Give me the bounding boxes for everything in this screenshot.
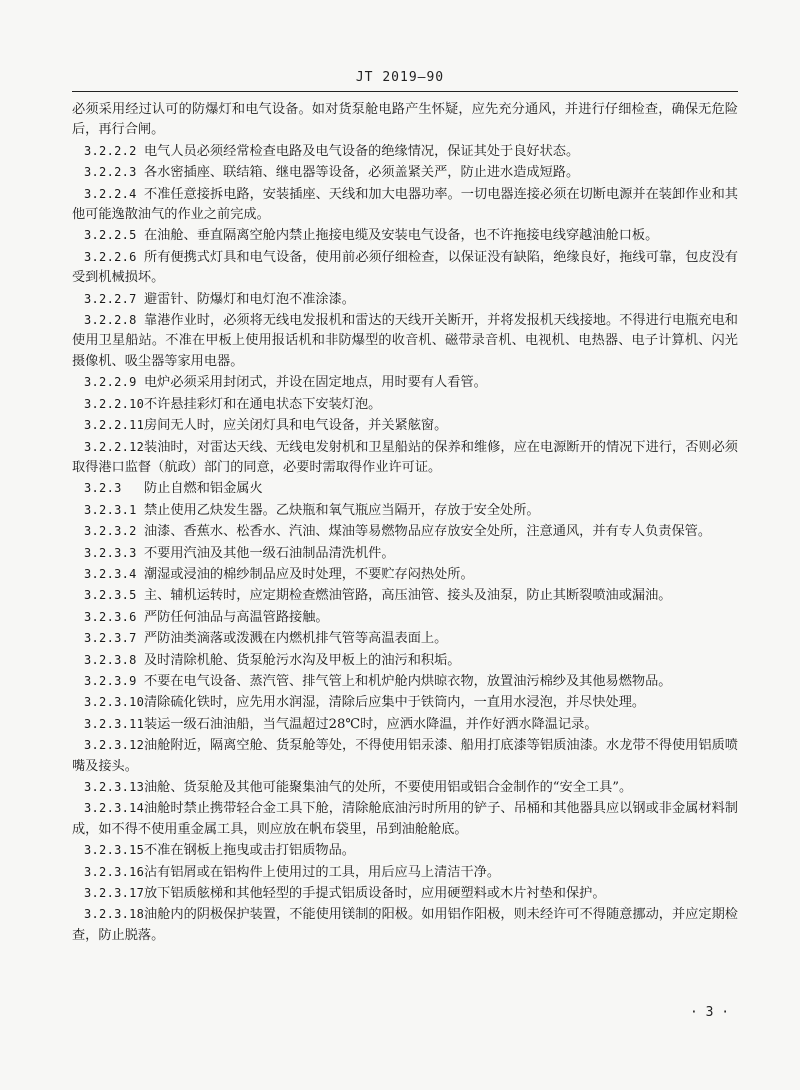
clause-paragraph [72,141,738,162]
clause-number: 3.2.3.5 [84,588,137,603]
clause-paragraph [72,777,738,798]
clause-text: 严防油类滴落或泼溅在内燃机排气管等高温表面上。 [144,631,448,647]
clause-text: 避雷针、防爆灯和电灯泡不准涂漆。 [144,291,355,307]
clause-paragraph [72,883,738,904]
clause-text: 不要用汽油及其他一级石油制品清洗机件。 [144,545,395,561]
clause-number: 3.2.3.17 [84,886,145,901]
clause-paragraph [72,735,738,777]
clause-text: 严防任何油品与高温管路接触。 [144,609,329,625]
clause-number: 3.2.2.6 [84,249,137,264]
clause-paragraph [72,692,738,713]
clause-text: 潮湿或浸油的棉纱制品应及时处理，不要贮存闷热处所。 [144,566,474,582]
clause-paragraph [72,437,738,479]
clause-text: 不准在钢板上拖曳或击打铝质物品。 [144,843,355,859]
clause-paragraph [72,840,738,861]
clause-text: 装油时，对雷达天线、无线电发射机和卫星船站的保养和维修，应在电源断开的情况下进行，否则必须取得港口监督（航政）部门的同意，必要时需取得作业许可证。 [72,439,738,475]
clause-number: 3.2.3.6 [84,609,137,624]
clause-paragraph [72,289,738,310]
clause-paragraph [72,585,738,606]
clause-paragraph [72,372,738,393]
clause-paragraph [72,310,738,372]
clause-number: 3.2.2.8 [84,313,137,328]
clause-paragraph [72,100,738,141]
clause-number: 3.2.3.4 [84,566,137,581]
clause-number: 3.2.3.8 [84,652,137,667]
clause-paragraph [72,184,738,226]
clause-number: 3.2.2.12 [84,439,145,454]
clause-number: 3.2.3.10 [84,695,145,710]
clause-paragraph [72,862,738,883]
clause-paragraph [72,628,738,649]
clause-number: 3.2.3 [84,481,122,496]
clause-paragraph [72,225,738,246]
clause-paragraph [72,415,738,436]
clause-paragraph [72,162,738,183]
clause-number: 3.2.3.11 [84,716,145,731]
clause-number: 3.2.3.18 [84,907,145,922]
clause-text: 靠港作业时，必须将无线电发报机和雷达的天线开关断开，并将发报机天线接地。不得进行电瓶充电和使用卫星船站。不准在甲板上使用报话机和非防爆型的收音机、磁带录音机、电视机、电热器、电子计算机、闪光摄像机、吸尘器等家用电器。 [72,313,738,369]
clause-number: 3.2.3.7 [84,631,137,646]
clause-paragraph [72,521,738,542]
clause-paragraph [72,904,738,946]
clause-text: 清除硫化铁时，应先用水润湿，清除后应集中于铁筒内，一直用水浸泡，并尽快处理。 [144,695,646,711]
clause-text: 及时清除机舱、货泵舱污水沟及甲板上的油污和积垢。 [144,652,461,668]
clause-paragraph [72,394,738,415]
clause-number: 3.2.3.12 [84,738,145,753]
clause-number: 3.2.3.9 [84,673,137,688]
clause-paragraph [72,247,738,289]
clause-number: 3.2.3.2 [84,524,137,539]
document-body [72,100,738,946]
clause-text: 放下铝质舷梯和其他轻型的手提式铝质设备时，应用硬塑料或木片衬垫和保护。 [144,886,606,902]
clause-paragraph [72,650,738,671]
clause-number: 3.2.2.10 [84,396,145,411]
clause-text: 电炉必须采用封闭式，并设在固定地点，用时要有人看管。 [144,375,487,391]
clause-text: 各水密插座、联结箱、继电器等设备，必须盖紧关严，防止进水造成短路。 [144,165,580,181]
clause-text: 沾有铝屑或在铝构件上使用过的工具，用后应马上清洁干净。 [144,864,501,880]
clause-text: 主、辅机运转时，应定期检查燃油管路，高压油管、接头及油泵，防止其断裂喷油或漏油。 [144,588,672,604]
clause-paragraph [72,714,738,735]
clause-text: 油舱附近，隔离空舱、货泵舱等处，不得使用铝汞漆、船用打底漆等铝质油漆。水龙带不得使用铝质喷嘴及接头。 [72,738,738,774]
clause-text: 油舱、货泵舱及其他可能聚集油气的处所，不要使用铝或铝合金制作的“安全工具”。 [144,780,633,795]
clause-number: 3.2.2.7 [84,291,137,306]
clause-text: 装运一级石油油船，当气温超过28℃时，应洒水降温，并作好洒水降温记录。 [144,716,598,732]
clause-text: 防止自燃和铝金属火 [144,481,263,497]
clause-text: 房间无人时，应关闭灯具和电气设备，并关紧舷窗。 [144,418,448,434]
clause-number: 3.2.2.9 [84,375,137,390]
clause-number: 3.2.3.14 [84,801,145,816]
clause-number: 3.2.3.16 [84,864,145,879]
clause-text: 电气人员必须经常检查电路及电气设备的绝缘情况，保证其处于良好状态。 [144,143,580,159]
clause-text: 不准任意接拆电路，安装插座、天线和加大电器功率。一切电器连接必须在切断电源并在装卸作业和其他可能逸散油气的作业之前完成。 [72,186,738,223]
clause-number: 3.2.3.15 [84,843,145,858]
clause-number: 3.2.2.2 [84,143,137,158]
clause-text: 油漆、香蕉水、松香水、汽油、煤油等易燃物品应存放安全处所，注意通风，并有专人负责保管。 [144,524,712,540]
page-header-standard-code: JT 2019—90 [355,70,445,85]
clause-number: 3.2.2.5 [84,228,137,243]
clause-number: 3.2.3.1 [84,502,137,517]
clause-paragraph [72,798,738,840]
clause-text: 油舱时禁止携带轻合金工具下舱，清除舱底油污时所用的铲子、吊桶和其他器具应以钢或非金属材料制成，如不得不使用重金属工具，则应放在帆布袋里，吊到油舱舱底。 [72,801,738,837]
clause-text: 油舱内的阴极保护装置，不能使用镁制的阳极。如用铝作阳极，则未经许可不得随意挪动，并应定期检查，防止脱落。 [72,907,738,943]
clause-paragraph [72,564,738,585]
clause-text: 所有便携式灯具和电气设备，使用前必须仔细检查，以保证没有缺陷，绝缘良好，拖线可靠，包皮没有受到机械损坏。 [72,249,738,286]
clause-number: 3.2.2.4 [84,186,137,201]
clause-paragraph [72,671,738,692]
clause-paragraph [72,607,738,628]
page-number: · 3 · [690,1005,730,1020]
clause-number: 3.2.3.3 [84,545,137,560]
clause-number: 3.2.3.13 [84,780,145,794]
clause-text: 在油舱、垂直隔离空舱内禁止拖接电缆及安装电气设备，也不许拖接电线穿越油舱口板。 [144,228,659,244]
clause-number: 3.2.2.3 [84,165,137,180]
clause-text: 不要在电气设备、蒸汽管、排气管上和机炉舱内烘晾衣物，放置油污棉纱及其他易燃物品。 [144,673,672,689]
clause-number: 3.2.2.11 [84,418,145,433]
clause-paragraph [72,543,738,564]
clause-text: 禁止使用乙炔发生器。乙炔瓶和氧气瓶应当隔开，存放于安全处所。 [144,502,540,518]
header-divider [72,91,738,92]
clause-paragraph [72,500,738,521]
clause-paragraph [72,478,738,499]
clause-text: 不许悬挂彩灯和在通电状态下安装灯泡。 [144,396,382,412]
clause-text: 必须采用经过认可的防爆灯和电气设备。如对货泵舱电路产生怀疑，应先充分通风，并进行仔细检查，确保无危险后，再行合闸。 [72,102,738,138]
